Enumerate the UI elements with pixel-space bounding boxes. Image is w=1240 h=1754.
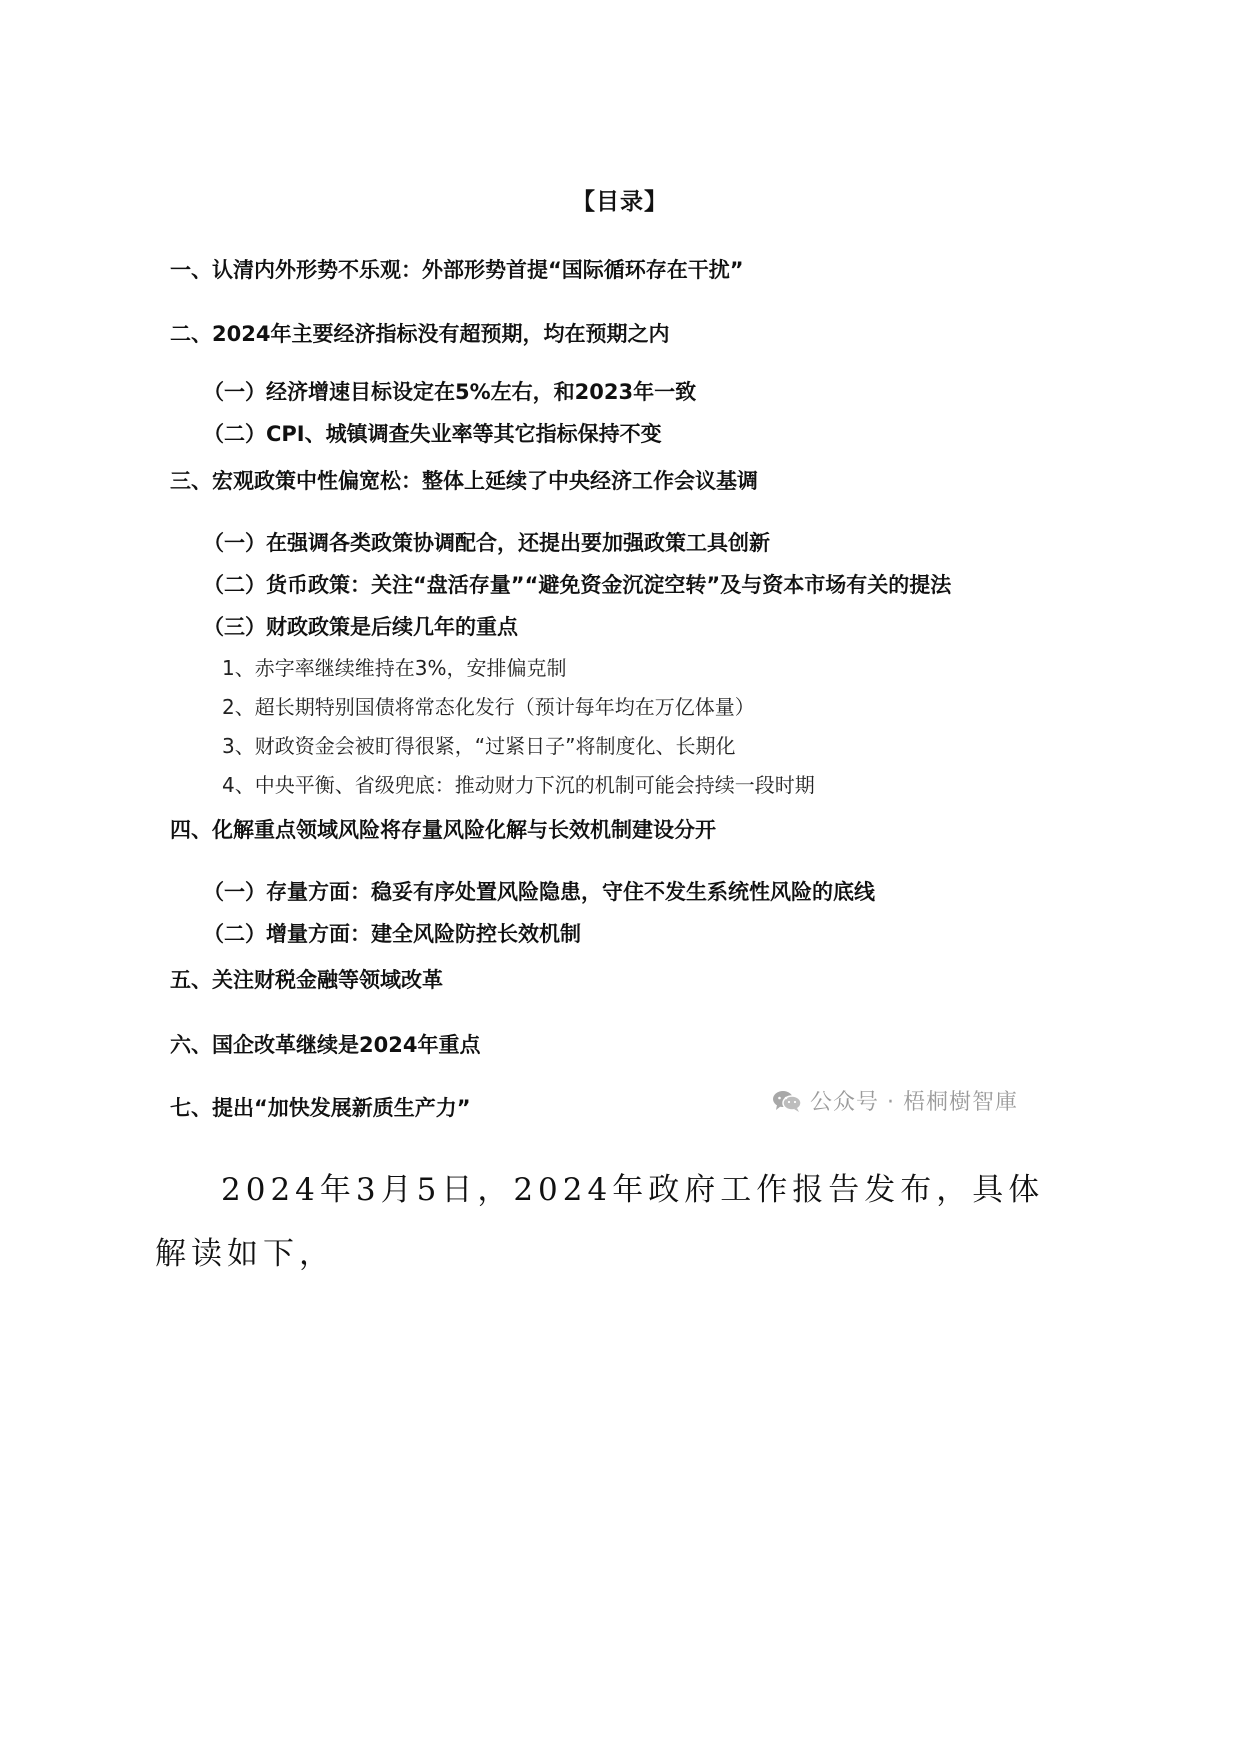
toc-entry-6[interactable] bbox=[170, 1029, 1070, 1059]
toc-entry-2-1[interactable] bbox=[203, 376, 1070, 406]
toc-entry-3-3-4[interactable] bbox=[222, 768, 1070, 798]
toc-entry-label: 二、2024年主要经济指标没有超预期，均在预期之内 bbox=[170, 322, 670, 346]
toc-entry-4[interactable] bbox=[170, 814, 1070, 844]
toc-entry-label: （二）CPI、城镇调查失业率等其它指标保持不变 bbox=[203, 422, 662, 446]
watermark bbox=[772, 1085, 1018, 1116]
toc-entry-label: 2、超长期特别国债将常态化发行（预计每年均在万亿体量） bbox=[222, 695, 755, 719]
toc-title: 【目录】 bbox=[572, 189, 668, 215]
toc-entry-label: 1、赤字率继续维持在3%，安排偏克制 bbox=[222, 656, 567, 680]
toc-entry-4-2[interactable] bbox=[203, 918, 1070, 948]
toc-entry-4-1[interactable] bbox=[203, 876, 1070, 906]
toc-entry-label: 六、国企改革继续是2024年重点 bbox=[170, 1033, 481, 1057]
toc-entry-label: （二）增量方面：建全风险防控长效机制 bbox=[203, 922, 581, 946]
toc-entry-2-2[interactable] bbox=[203, 418, 1070, 448]
toc-entry-label: （一）经济增速目标设定在5%左右，和2023年一致 bbox=[203, 380, 697, 404]
toc-entry-3-3-3[interactable] bbox=[222, 729, 1070, 759]
toc-entry-3-1[interactable] bbox=[203, 527, 1070, 557]
toc-entry-label: 七、提出“加快发展新质生产力” bbox=[170, 1096, 471, 1120]
wechat-icon bbox=[772, 1089, 802, 1113]
toc-entry-label: 四、化解重点领域风险将存量风险化解与长效机制建设分开 bbox=[170, 818, 716, 842]
toc-entry-1[interactable] bbox=[170, 254, 1070, 284]
toc-entry-3-3-2[interactable] bbox=[222, 690, 1070, 720]
toc-entry-label: （一）在强调各类政策协调配合，还提出要加强政策工具创新 bbox=[203, 531, 770, 555]
toc-entry-2[interactable] bbox=[170, 318, 1070, 348]
toc-entry-label: 一、认清内外形势不乐观：外部形势首提“国际循环存在干扰” bbox=[170, 258, 744, 282]
toc-entry-3[interactable] bbox=[170, 465, 1070, 495]
toc-entry-label: （二）货币政策：关注“盘活存量”“避免资金沉淀空转”及与资本市场有关的提法 bbox=[203, 573, 952, 597]
body-paragraph: 2024年3月5日，2024年政府工作报告发布，具体解读如下， bbox=[155, 1172, 1045, 1272]
toc-entry-3-2[interactable] bbox=[203, 569, 1070, 599]
toc-entry-3-3[interactable] bbox=[203, 611, 1070, 641]
toc-entry-5[interactable] bbox=[170, 964, 1070, 994]
toc-entry-label: 4、中央平衡、省级兜底：推动财力下沉的机制可能会持续一段时期 bbox=[222, 773, 815, 797]
toc-entry-label: （三）财政政策是后续几年的重点 bbox=[203, 615, 518, 639]
toc-entry-label: 三、宏观政策中性偏宽松：整体上延续了中央经济工作会议基调 bbox=[170, 469, 758, 493]
watermark-text: 公众号 · 梧桐樹智庫 bbox=[810, 1090, 1018, 1115]
toc-entry-label: 3、财政资金会被盯得很紧，“过紧日子”将制度化、长期化 bbox=[222, 734, 736, 758]
toc-entry-label: 五、关注财税金融等领域改革 bbox=[170, 968, 443, 992]
toc-entry-label: （一）存量方面：稳妥有序处置风险隐患，守住不发生系统性风险的底线 bbox=[203, 880, 875, 904]
toc-entry-3-3-1[interactable] bbox=[222, 651, 1070, 681]
